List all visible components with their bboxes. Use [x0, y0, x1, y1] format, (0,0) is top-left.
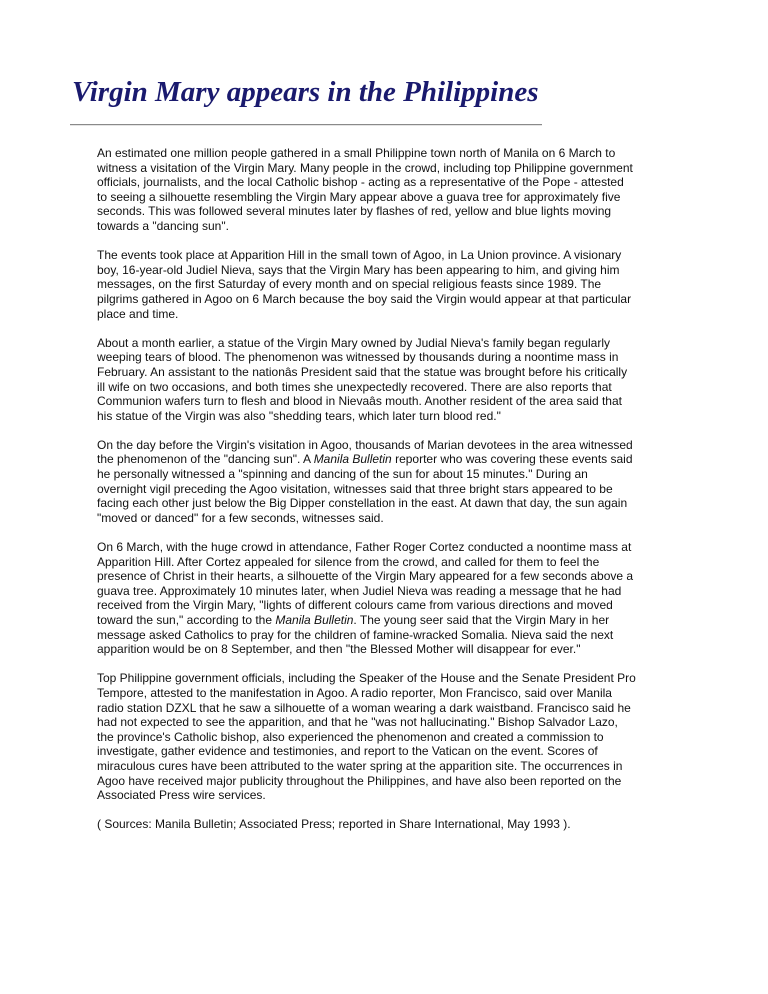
paragraph-3: About a month earlier, a statue of the Virgin Mary owned by Judial Nieva's family began regularly weeping tears of blood. The phenomenon was witnessed by thousands during a noontime mass in February. An assistant to the nationâs President said that the statue was brought before his critically ill wife on two occasions, and both times she unexpectedly recovered. There are also reports that Communion wafers turn to flesh and blood in Nievaâs mouth. Another resident of the area said that his statue of the Virgin was also "shedding tears, which later turn blood red." — [97, 335, 628, 423]
paragraph-4-text-before: On the day before the Virgin's visitation in Agoo, thousands of Marian devotees in the area witnessed the phenomenon of the "dancing sun". A — [97, 437, 633, 467]
title-divider — [70, 124, 542, 126]
paragraph-6: Top Philippine government officials, including the Speaker of the House and the Senate President Pro Tempore, attested to the manifestation in Agoo. A radio reporter, Mon Francisco, said over Manila radio station DZXL that he saw a silhouette of a woman wearing a dark waistband. Francisco said he had not expected to see the apparition, and that he "was not hallucinating." Bishop Salvador Lazo, the province's Catholic bishop, also experienced the phenomenon and created a commission to investigate, gather evidence and testimonies, and report to the Vatican on the event. Scores of miraculous cures have been attributed to the water spring at the apparition site. The occurrences in Agoo have received major publicity throughout the Philippines, and have also been reported on the Associated Press wire services. — [97, 671, 636, 803]
paragraph-5 — [97, 540, 637, 657]
article-title: Virgin Mary appears in the Philippines — [72, 76, 539, 108]
publication-name: Manila Bulletin — [275, 613, 354, 627]
paragraph-4-text-after: reporter who was covering these events said he personally witnessed a "spinning and dancing of the sun for about 15 minutes." During an overnight vigil preceding the Agoo visitation, witnesses said that three bright stars appeared to be facing each other just below the Big Dipper constellation in the east. At dawn that day, the sun again "moved or danced" for a few seconds, witnesses said. — [97, 452, 633, 525]
publication-name: Manila Bulletin — [313, 452, 392, 467]
paragraph-5-text-before: On 6 March, with the huge crowd in attendance, Father Roger Cortez conducted a noontime mass at Apparition Hill. After Cortez appealed for silence from the crowd, and called for them to feel the presence of Christ in their hearts, a silhouette of the Virgin Mary appeared for a few seconds above a guava tree. Approximately 10 minutes later, when Judiel Nieva was reading a message that he had received from the Virgin Mary, "lights of different colours came from various directions and moved toward the sun," according to the — [97, 540, 634, 627]
paragraph-5-text-after: . The young seer said that the Virgin Mary in her message asked Catholics to pray for the children of famine-wracked Somalia. Nieva said the next apparition would be on 8 September, and then "the Blessed Mother will disappear for ever." — [97, 613, 614, 657]
paragraph-2: The events took place at Apparition Hill in the small town of Agoo, in La Union province. A visionary boy, 16-year-old Judiel Nieva, says that the Virgin Mary has been appearing to him, and giving him messages, on the first Saturday of every month and on special religious feasts since 1989. The pilgrims gathered in Agoo on 6 March because the boy said the Virgin would appear at that particular place and time. — [97, 248, 632, 321]
article-body — [97, 146, 637, 847]
paragraph-1: An estimated one million people gathered in a small Philippine town north of Manila on 6 March to witness a visitation of the Virgin Mary. Many people in the crowd, including top Philippine government officials, journalists, and the local Catholic bishop - acting as a representative of the Pope - attested to seeing a silhouette resembling the Virgin Mary appear above a guava tree for approximately five seconds. This was followed several minutes later by flashes of red, yellow and blue lights moving towards a "dancing sun". — [97, 146, 633, 233]
paragraph-4 — [97, 438, 637, 526]
sources-note: ( Sources: Manila Bulletin; Associated Press; reported in Share International, May 1993 ). — [97, 817, 571, 832]
